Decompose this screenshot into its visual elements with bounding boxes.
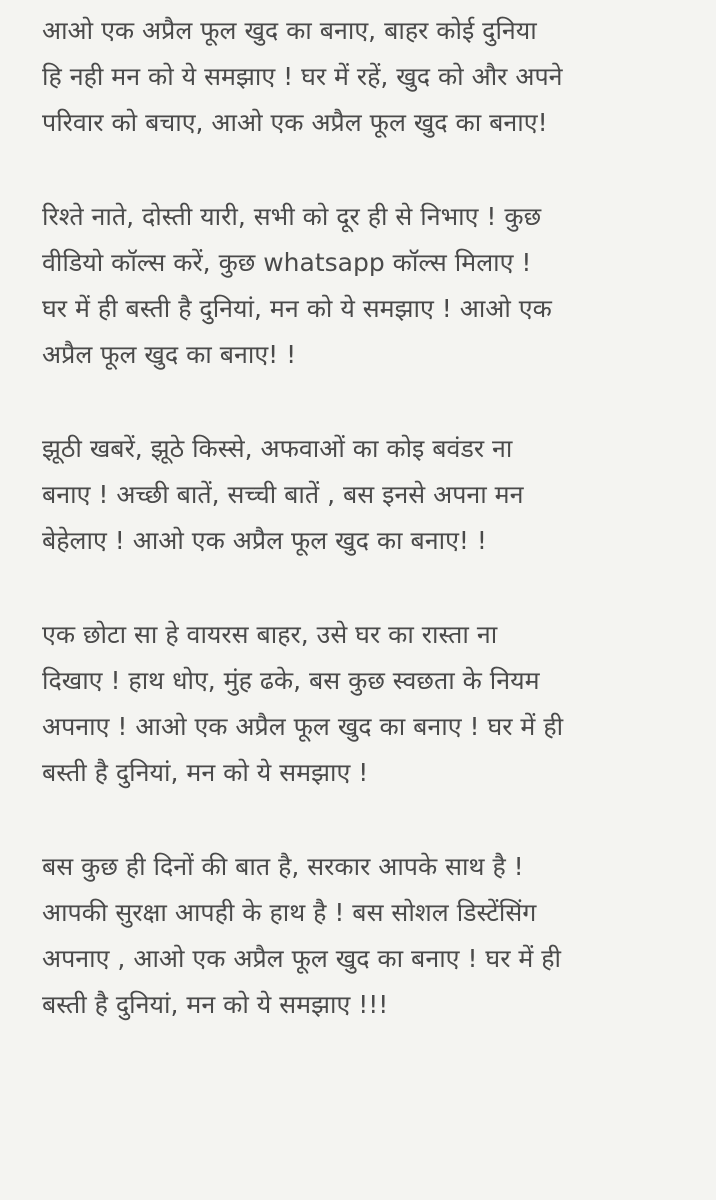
text-line: बनाए ! अच्छी बातें, सच्ची बातें , बस इनसे अपना मन	[42, 480, 524, 509]
text-line: घर में ही बस्ती है दुनियां, मन को ये समझाए ! आओ एक	[42, 294, 552, 323]
paragraph-2	[42, 194, 676, 378]
text-line: बस्ती है दुनियां, मन को ये समझाए !	[42, 758, 369, 787]
text-line: परिवार को बचाए, आओ एक अप्रैल फूल खुद का बनाए!	[42, 108, 548, 137]
paragraph-4	[42, 612, 676, 796]
text-line: अप्रैल फूल खुद का बनाए! !	[42, 340, 297, 369]
text-line: आपकी सुरक्षा आपही के हाथ है ! बस सोशल डिस्टेंसिंग	[42, 898, 537, 927]
paragraph-5	[42, 844, 676, 1028]
text-line: झूठी खबरें, झूठे किस्से, अफवाओं का कोइ बवंडर ना	[42, 434, 513, 463]
text-line: हि नही मन को ये समझाए ! घर में रहें, खुद को और अपने	[42, 62, 563, 91]
text-line: अपनाए , आओ एक अप्रैल फूल खुद का बनाए ! घर में ही	[42, 944, 562, 973]
paragraph-3	[42, 426, 676, 564]
text-line: एक छोटा सा हे वायरस बाहर, उसे घर का रास्ता ना	[42, 620, 498, 649]
text-line: दिखाए ! हाथ धोए, मुंह ढके, बस कुछ स्वछता के नियम	[42, 666, 540, 695]
text-line: बस कुछ ही दिनों की बात है, सरकार आपके साथ है !	[42, 852, 524, 881]
text-line: बेहेलाए ! आओ एक अप्रैल फूल खुद का बनाए! !	[42, 526, 487, 555]
text-line: आओ एक अप्रैल फूल खुद का बनाए, बाहर कोई दुनिया	[42, 16, 537, 45]
text-line: रिश्ते नाते, दोस्ती यारी, सभी को दूर ही से निभाए ! कुछ	[42, 202, 542, 231]
text-line: अपनाए ! आओ एक अप्रैल फूल खुद का बनाए ! घर में ही	[42, 712, 564, 741]
paragraph-1	[42, 8, 676, 146]
text-line: बस्ती है दुनियां, मन को ये समझाए !!!	[42, 990, 389, 1019]
text-line: वीडियो कॉल्स करें, कुछ whatsapp कॉल्स मिलाए !	[42, 248, 532, 277]
